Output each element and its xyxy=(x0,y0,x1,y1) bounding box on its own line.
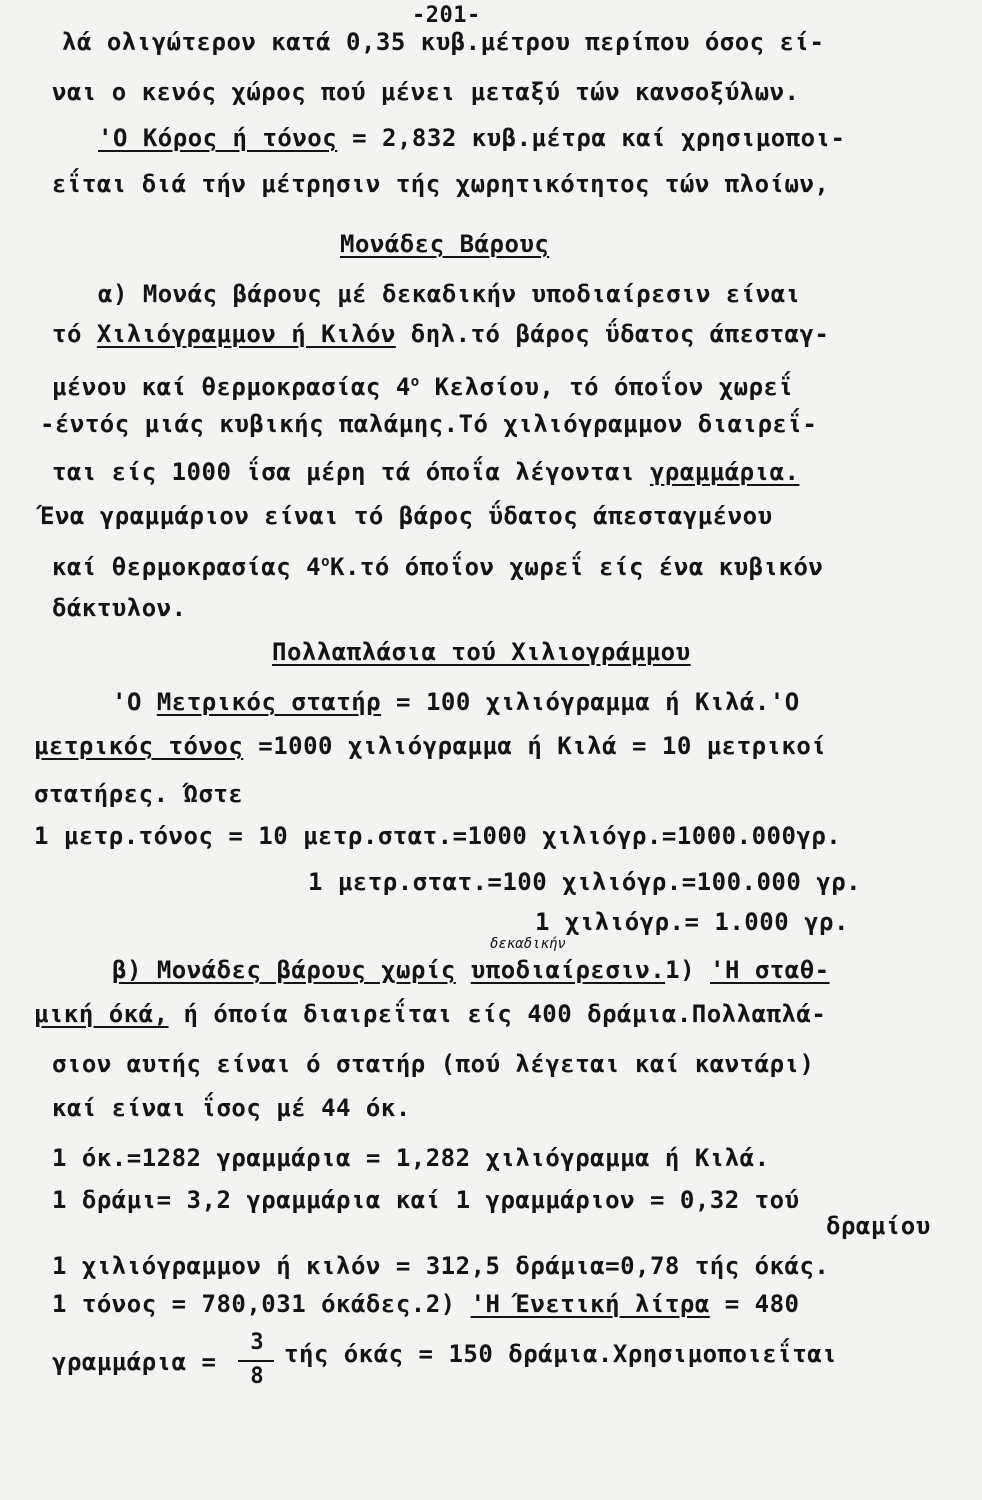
fraction-numerator: 3 xyxy=(250,1330,264,1355)
text-segment: 1 δράμι= 3,2 γραμμάρια καί 1 γραμμάριον = 0,32 τού xyxy=(52,1186,800,1214)
text-segment: =1000 χιλιόγραμμα ή Κιλά = 10 μετρικοί xyxy=(243,732,827,760)
text-segment: 1 χιλιόγρ.= 1.000 γρ. xyxy=(535,908,849,936)
underlined-text: 'Η Ένετική λίτρα xyxy=(470,1290,710,1318)
text-segment: = 100 χιλιόγραμμα ή Κιλά.'Ο xyxy=(381,688,800,716)
underlined-text: Πολλαπλάσια τού Χιλιογράμμου xyxy=(272,638,691,666)
text-segment xyxy=(456,956,471,984)
text-line xyxy=(308,868,861,896)
text-line xyxy=(34,732,826,760)
fraction-bar xyxy=(238,1360,274,1362)
text-line xyxy=(98,124,845,152)
handwritten-note: δεκαδικήν xyxy=(490,936,566,952)
text-segment: ή όποία διαιρεΐται είς 400 δράμια.Πολλαπλά- xyxy=(168,1000,827,1028)
underlined-text: μική όκά, xyxy=(34,1000,169,1028)
text-line xyxy=(535,908,849,936)
text-segment: -έντός μιάς κυβικής παλάμης.Τό χιλιόγραμμον διαιρεΐ- xyxy=(40,410,818,438)
text-segment: ο xyxy=(321,554,331,570)
text-line xyxy=(52,548,823,581)
text-line xyxy=(284,1340,837,1368)
text-line xyxy=(52,1144,770,1172)
text-segment: μένου καί θερμοκρασίας 4 xyxy=(52,373,411,401)
text-line xyxy=(52,1186,799,1214)
text-line xyxy=(52,1290,799,1318)
text-segment: δηλ.τό βάρος ΰδατος άπεσταγ- xyxy=(395,320,830,348)
underlined-text: Μονάδες Βάρους xyxy=(340,230,550,258)
text-line xyxy=(112,688,800,716)
text-line xyxy=(52,1348,216,1376)
text-line xyxy=(40,502,773,530)
text-line xyxy=(40,410,817,438)
text-segment: ται είς 1000 ΐσα μέρη τά όποΐα λέγονται xyxy=(52,458,650,486)
text-segment: καί είναι ΐσος μέ 44 όκ. xyxy=(52,1094,411,1122)
text-segment: δάκτυλον. xyxy=(52,594,187,622)
text-segment: Κ.τό όποΐον χωρεΐ είς ένα κυβικόν xyxy=(330,553,824,581)
text-line xyxy=(52,1050,814,1078)
text-segment: 1 μετρ.τόνος = 10 μετρ.στατ.=1000 χιλιόγρ.=1000.000γρ. xyxy=(34,822,842,850)
text-segment: καί θερμοκρασίας 4 xyxy=(52,553,322,581)
text-segment: α) Μονάς βάρους μέ δεκαδικήν υποδιαίρεσιν είναι xyxy=(98,280,801,308)
text-segment: γραμμάρια = xyxy=(52,1348,217,1376)
text-segment: δραμίου xyxy=(826,1212,931,1240)
text-segment: ναι ο κενός χώρος πού μένει μεταξύ τών κανσοξύλων. xyxy=(52,78,800,106)
section-heading xyxy=(272,638,691,666)
text-segment: = 2,832 κυβ.μέτρα καί χρησιμοποι- xyxy=(337,124,846,152)
underlined-text: 'Ο Κόρος ή τόνος xyxy=(98,124,338,152)
text-segment: στατήρες. Ώστε xyxy=(34,780,244,808)
text-segment: 'Ο xyxy=(112,688,157,716)
text-line xyxy=(52,320,829,348)
text-segment: τό xyxy=(52,320,97,348)
text-segment: τής όκάς = 150 δράμια.Χρησιμοποιεΐται xyxy=(284,1340,838,1368)
text-line xyxy=(52,458,799,486)
underlined-text: γραμμάρια. xyxy=(649,458,800,486)
text-segment: 1) xyxy=(665,956,710,984)
underlined-text: υποδιαίρεσιν. xyxy=(470,956,666,984)
text-line xyxy=(112,956,830,984)
text-line xyxy=(62,28,824,56)
text-segment: = 480 xyxy=(709,1290,800,1318)
underlined-text: μετρικός τόνος xyxy=(34,732,244,760)
text-segment: Ένα γραμμάριον είναι τό βάρος ΰδατος άπεσταγμένου xyxy=(40,502,773,530)
underlined-text: 'Η σταθ- xyxy=(710,956,830,984)
text-segment: 1 μετρ.στατ.=100 χιλιόγρ.=100.000 γρ. xyxy=(308,868,862,896)
fraction-denominator: 8 xyxy=(250,1364,264,1389)
text-segment: 1 όκ.=1282 γραμμάρια = 1,282 χιλιόγραμμα ή Κιλά. xyxy=(52,1144,770,1172)
text-line xyxy=(98,280,801,308)
text-segment: ο xyxy=(410,374,420,390)
text-line xyxy=(52,594,187,622)
text-segment: εΐται διά τήν μέτρησιν τής χωρητικότητος τών πλοίων, xyxy=(52,170,830,198)
text-line xyxy=(52,1094,411,1122)
text-segment: Κελσίου, τό όποΐον χωρεΐ xyxy=(419,373,794,401)
text-segment: 1 χιλιόγραμμον ή κιλόν = 312,5 δράμια=0,78 τής όκάς. xyxy=(52,1252,830,1280)
text-line xyxy=(52,170,829,198)
section-heading xyxy=(340,230,549,258)
text-line xyxy=(52,368,793,401)
underlined-text: Χιλιόγραμμον ή Κιλόν xyxy=(96,320,396,348)
text-line xyxy=(34,1000,826,1028)
text-segment: 1 τόνος = 780,031 όκάδες.2) xyxy=(52,1290,471,1318)
underlined-text: Μετρικός στατήρ xyxy=(156,688,382,716)
text-line xyxy=(52,1252,829,1280)
text-segment: λά ολιγώτερον κατά 0,35 κυβ.μέτρου περίπου όσος εί- xyxy=(62,28,825,56)
text-line xyxy=(826,1212,931,1240)
text-line xyxy=(52,78,799,106)
underlined-text: β) Μονάδες βάρους χωρίς xyxy=(112,956,456,984)
page-number: -201- xyxy=(412,3,481,28)
text-line xyxy=(34,780,243,808)
text-segment: σιον αυτής είναι ό στατήρ (πού λέγεται καί καντάρι) xyxy=(52,1050,815,1078)
text-line xyxy=(34,822,841,850)
